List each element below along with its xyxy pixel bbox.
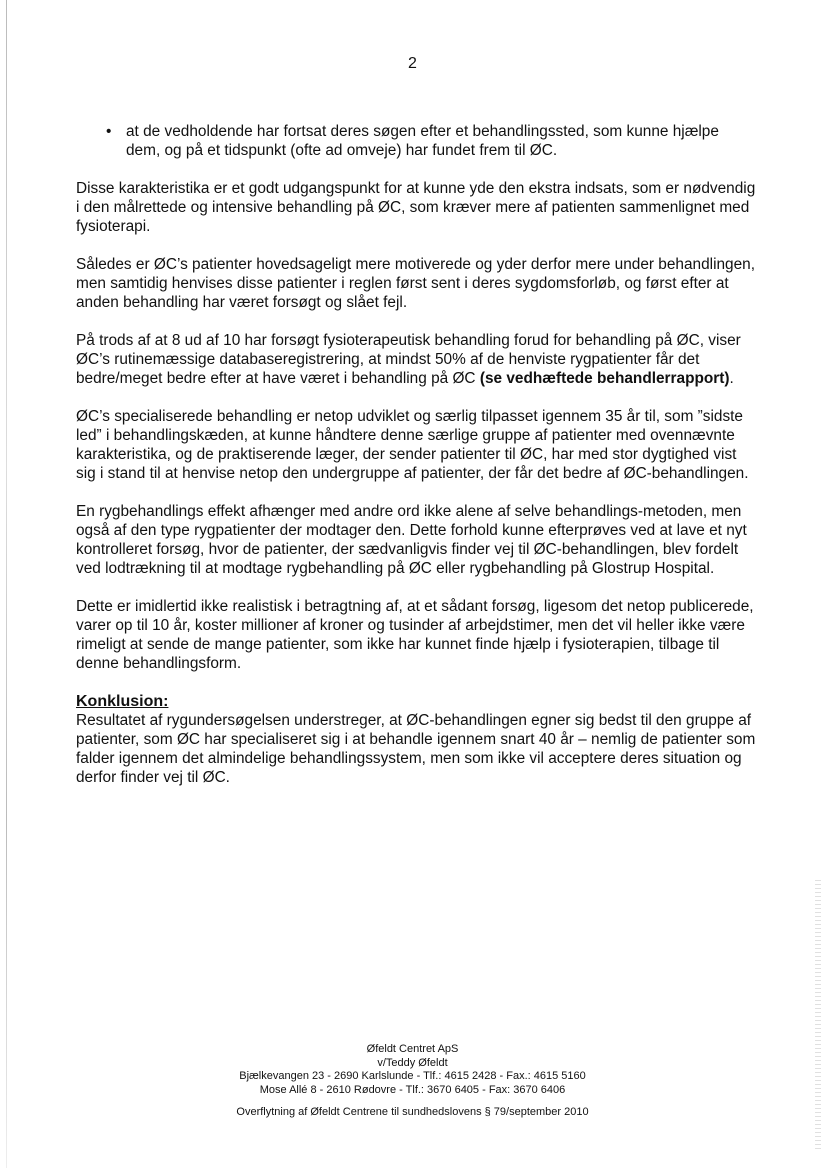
bullet-text: at de vedholdende har fortsat deres søgen efter et behandlingssted, som kunne hjælpe dem, og på et tidspunkt (ofte ad omveje) har fundet frem til ØC. [126, 123, 719, 159]
paragraph-treatment-effect: En rygbehandlings effekt afhænger med andre ord ikke alene af selve behandlings-metoden, men også af den type rygpatienter der modtager den. Dette forhold kunne efterprøves ved at lave et nyt kontrolleret forsøg, hvor de patienter, der sædvanligvis finder vej til ØC-behandlingen, blev fordelt ved lodtrækning til at modtage rygbehandling på ØC eller rygbehandling på Glostrup Hospital. [76, 503, 747, 577]
footer-note: Overflytning af Øfeldt Centrene til sundhedslovens § 79/september 2010 [236, 1106, 589, 1118]
footer-contact: v/Teddy Øfeldt [377, 1056, 448, 1069]
paragraph-results-end: . [729, 370, 734, 387]
paragraph-characteristics: Disse karakteristika er et godt udgangspunkt for at kunne yde den ekstra indsats, som er nødvendig i den målrettede og intensive behandling på ØC, som kræver mere af patienten sammenlignet med fysioterapi. [76, 180, 756, 235]
scan-edge-left [6, 0, 7, 1168]
paragraph-specialized-treatment: ØC’s specialiserede behandling er netop udviklet og særlig tilpasset igennem 35 år til, som ”sidste led” i behandlingskæden, at kunne håndtere denne særlige gruppe af patienter med ovennævnte karakteristika, og de praktiserende læger, der sender patienter til ØC, har med stor dygtighed vist sig i stand til at henvise netop den undergruppe af patienter, der får det bedre af ØC-behandlingen. [76, 408, 749, 482]
paragraph-results-text: På trods af at 8 ud af 10 har forsøgt fysioterapeutisk behandling forud for behandling på ØC, viser ØC’s rutinemæssige databaseregistrering, at mindst 50% af de henviste rygpatienter får det bedre/meget bedre efter at have været i behandling på ØC [76, 332, 741, 387]
bullet-item [76, 122, 756, 160]
footer [0, 1043, 825, 1120]
report-reference: (se vedhæftede behandlerrapport) [479, 370, 730, 387]
document-body [76, 122, 756, 806]
page-number: 2 [408, 55, 417, 72]
bullet-symbol: • [106, 123, 112, 140]
footer-address-karlslunde: Bjælkevangen 23 - 2690 Karlslunde - Tlf.: 4615 2428 - Fax.: 4615 5160 [239, 1070, 586, 1082]
conclusion-text: Resultatet af rygundersøgelsen understreger, at ØC-behandlingen egner sig bedst til den gruppe af patienter, som ØC har specialiseret sig i at behandle igennem snart 40 år – nemlig de patienter som falder igennem det almindelige behandlingssystem, men som ikke vil acceptere deres situation og derfor finder vej til ØC. [76, 712, 756, 786]
footer-address-rodovre: Mose Allé 8 - 2610 Rødovre - Tlf.: 3670 6405 - Fax: 3670 6406 [259, 1083, 566, 1096]
conclusion-heading: Konklusion: [76, 693, 169, 710]
paragraph-results [76, 331, 756, 388]
footer-company: Øfeldt Centret ApS [366, 1043, 459, 1055]
paragraph-motivation: Således er ØC’s patienter hovedsageligt mere motiverede og yder derfor mere under behandlingen, men samtidig henvises disse patienter i reglen først sent i deres sygdomsforløb, og først efter at anden behandling har været forsøgt og slået fejl. [76, 256, 756, 311]
paragraph-realism: Dette er imidlertid ikke realistisk i betragtning af, at et sådant forsøg, ligesom det netop publicerede, varer op til 10 år, koster millioner af kroner og tusinder af arbejdstimer, men det vil heller ikke være rimeligt at sende de mange patienter, som ikke har kunnet finde hjælp i fysioterapien, tilbage til denne behandlingsform. [76, 598, 754, 672]
